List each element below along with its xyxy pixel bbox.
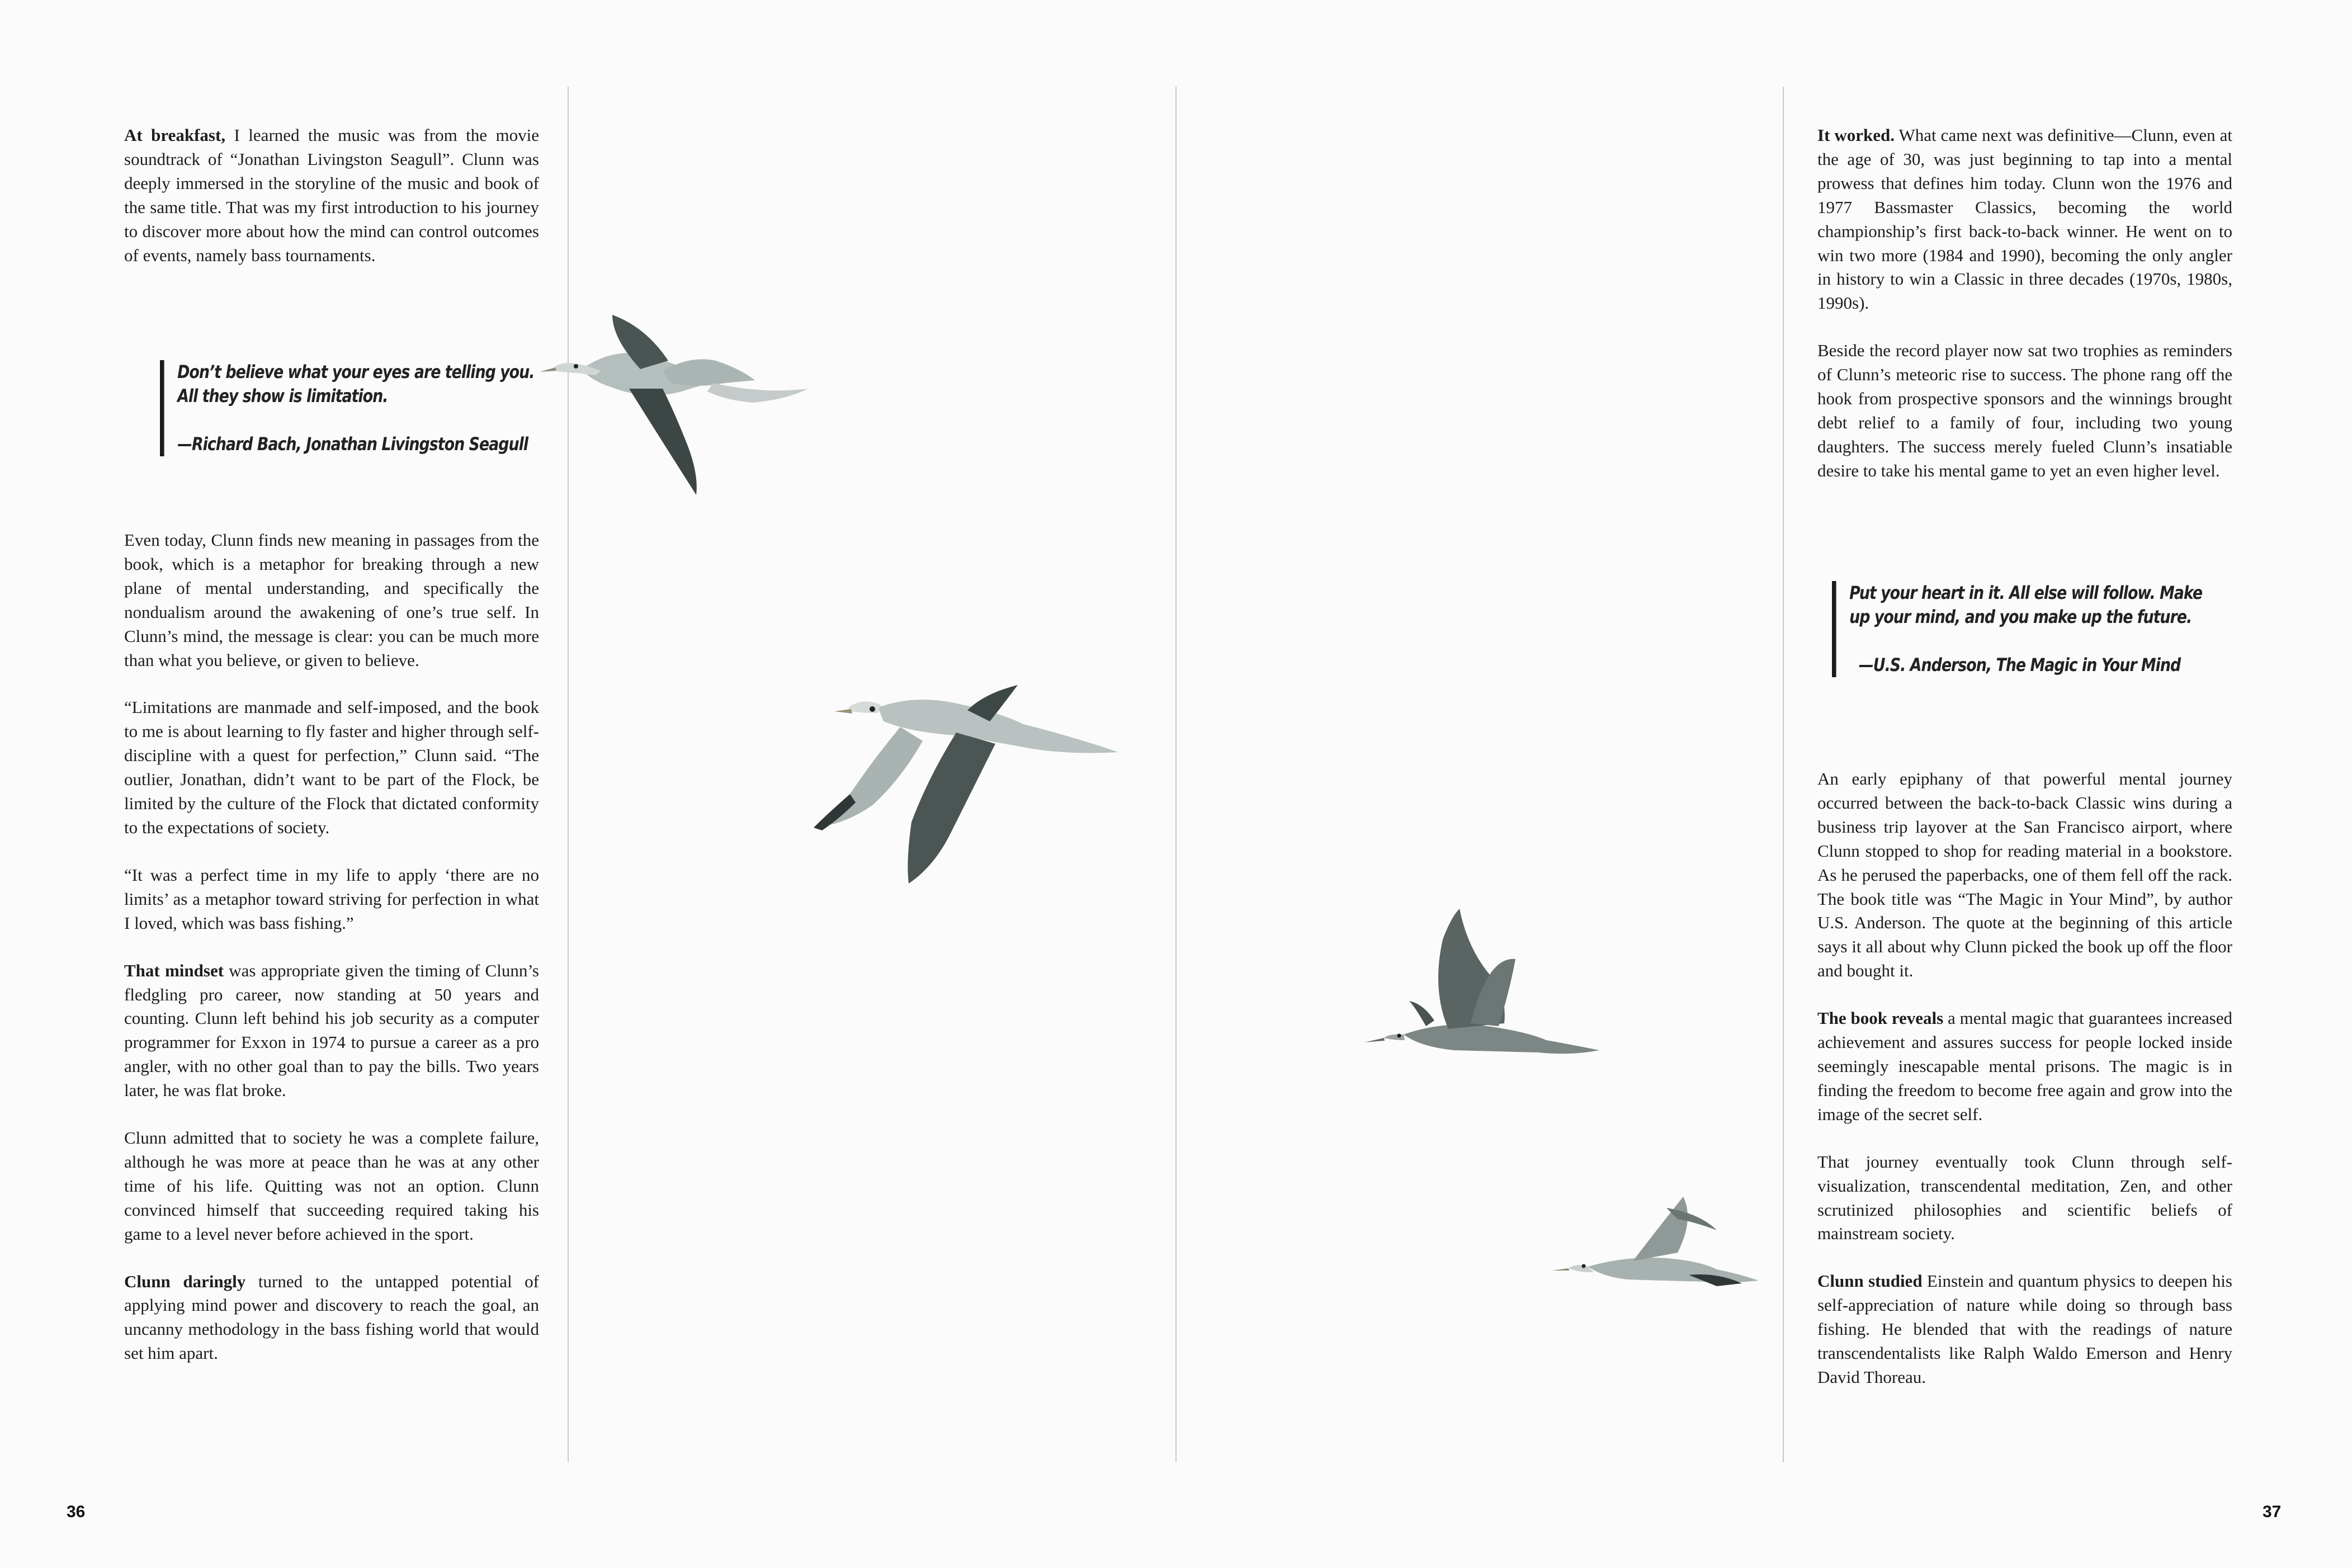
body-paragraph (124, 528, 539, 672)
paragraph-text: Einstein and quantum physics to deepen his self-appreciation of nature while doing so through bass fishing. He blended that with the readings of nature transcendentalists like Ralph Waldo Emerson and Henry David Thoreau. (1817, 1271, 2232, 1387)
pull-quote-attribution: —U.S. Anderson, The Magic in Your Mind (1858, 654, 2181, 676)
page-number-right: 37 (2263, 1503, 2282, 1521)
body-paragraph (1817, 1007, 2232, 1127)
left-page-column-rule (568, 87, 569, 1462)
paragraph-text: I learned the music was from the movie soundtrack of “Jonathan Livingston Seagull”. Clunn was deeply immersed in the storyline of the music and book of the same title. That was my first introduction to his journey to discover more about how the mind can control outcomes of events, namely bass tournaments. (124, 125, 539, 265)
body-paragraph (124, 959, 539, 1103)
paragraph-text: Beside the record player now sat two trophies as reminders of Clunn’s meteoric rise to success. The phone rang off the hook from prospective sponsors and the winnings brought debt relief to a family of four, including two young daughters. The success merely fueled Clunn’s insatiable desire to take his mental game to yet an even higher level. (1817, 341, 2232, 480)
spine-rule (1175, 87, 1177, 1462)
paragraph-text: What came next was definitive—Clunn, even at the age of 30, was just beginning to tap into a mental prowess that defines him today. Clunn won the 1976 and 1977 Bassmaster Classics, becoming the world championship’s first back-to-back winner. He went on to win two more (1984 and 1990), becoming the only angler in history to win a Classic in three decades (1970s, 1980s, 1990s). (1817, 125, 2232, 313)
pull-quote-text: Put your heart in it. All else will follow. Make up your mind, and you make up the future. (1849, 582, 2203, 627)
body-paragraph (1817, 339, 2232, 483)
body-paragraph (124, 124, 539, 267)
right-page-column-rule (1783, 87, 1784, 1462)
pull-quote-left (160, 360, 544, 456)
paragraph-lead-in: The book reveals (1817, 1008, 1944, 1028)
paragraph-text: turned to the untapped potential of applying mind power and discovery to reach the goal, an uncanny methodology in the bass fishing world that would set him apart. (124, 1271, 539, 1363)
right-column-top (1817, 124, 2232, 483)
body-paragraph (1817, 1269, 2232, 1390)
body-paragraph (1817, 1150, 2232, 1246)
paragraph-text: Even today, Clunn finds new meaning in passages from the book, which is a metaphor for breaking through a new plane of mental understanding, and specifically the nondualism around the awakening of one’s true self. In Clunn’s mind, the message is clear: you can be much more than what you believe, or given to believe. (124, 530, 539, 670)
paragraph-text: That journey eventually took Clunn through self-visualization, transcendental meditation, Zen, and other scrutinized philosophies and scientific beliefs of mainstream society. (1817, 1151, 2232, 1244)
seagull-illustration-4 (1549, 1191, 1761, 1292)
paragraph-lead-in: At breakfast, (124, 125, 226, 145)
page-number-left: 36 (67, 1503, 86, 1521)
seagull-illustration-1 (528, 305, 819, 503)
seagull-illustration-3 (1359, 906, 1605, 1060)
paragraph-lead-in: Clunn studied (1817, 1271, 1923, 1291)
body-paragraph (124, 863, 539, 936)
body-paragraph (1817, 767, 2232, 983)
right-column-body (1817, 767, 2232, 1390)
body-paragraph (1817, 124, 2232, 315)
pull-quote-attribution: —Richard Bach, Jonathan Livingston Seagull (177, 433, 528, 455)
paragraph-lead-in: That mindset (124, 960, 224, 980)
left-column-body (124, 528, 539, 1366)
paragraph-text: Clunn admitted that to society he was a complete failure, although he was more at peace than he was at any other time of his life. Quitting was not an option. Clunn convinced himself that succeeding required taking his game to a level never before achieved in the sport. (124, 1128, 539, 1244)
paragraph-text: “Limitations are manmade and self-imposed, and the book to me is about learning to fly faster and higher through self-discipline with a quest for perfection,” Clunn said. “The outlier, Jonathan, didn’t want to be part of the Flock, be limited by the culture of the Flock that dictated conformity to the expectations of society. (124, 697, 539, 837)
left-column-top (124, 124, 539, 267)
pull-quote-text: Don’t believe what your eyes are telling you. All they show is limitation. (177, 361, 535, 407)
paragraph-text: was appropriate given the timing of Clunn’s fledgling pro career, now standing at 50 years and counting. Clunn left behind his job security as a computer programmer for Exxon in 1974 to pursue a career as a pro angler, with no other goal than to pay the bills. Two years later, he was flat broke. (124, 960, 539, 1101)
paragraph-lead-in: Clunn daringly (124, 1271, 246, 1291)
paragraph-text: “It was a perfect time in my life to apply ‘there are no limits’ as a metaphor toward striving for perfection in what I loved, which was bass fishing.” (124, 865, 539, 933)
pull-quote-right (1832, 581, 2216, 677)
body-paragraph (124, 1270, 539, 1366)
body-paragraph (124, 696, 539, 839)
seagull-illustration-2 (788, 682, 1124, 889)
body-paragraph (124, 1126, 539, 1246)
paragraph-text: An early epiphany of that powerful mental journey occurred between the back-to-back Classic wins during a business trip layover at the San Francisco airport, where Clunn stopped to shop for reading material in a bookstore. As he perused the paperbacks, one of them fell off the rack. The book title was “The Magic in Your Mind”, by author U.S. Anderson. The quote at the beginning of this article says it all about why Clunn picked the book up off the floor and bought it. (1817, 769, 2232, 981)
paragraph-text: a mental magic that guarantees increased achievement and assures success for people locked inside seemingly inescapable mental prisons. The magic is in finding the freedom to become free again and grow into the image of the secret self. (1817, 1008, 2232, 1124)
paragraph-lead-in: It worked. (1817, 125, 1895, 145)
